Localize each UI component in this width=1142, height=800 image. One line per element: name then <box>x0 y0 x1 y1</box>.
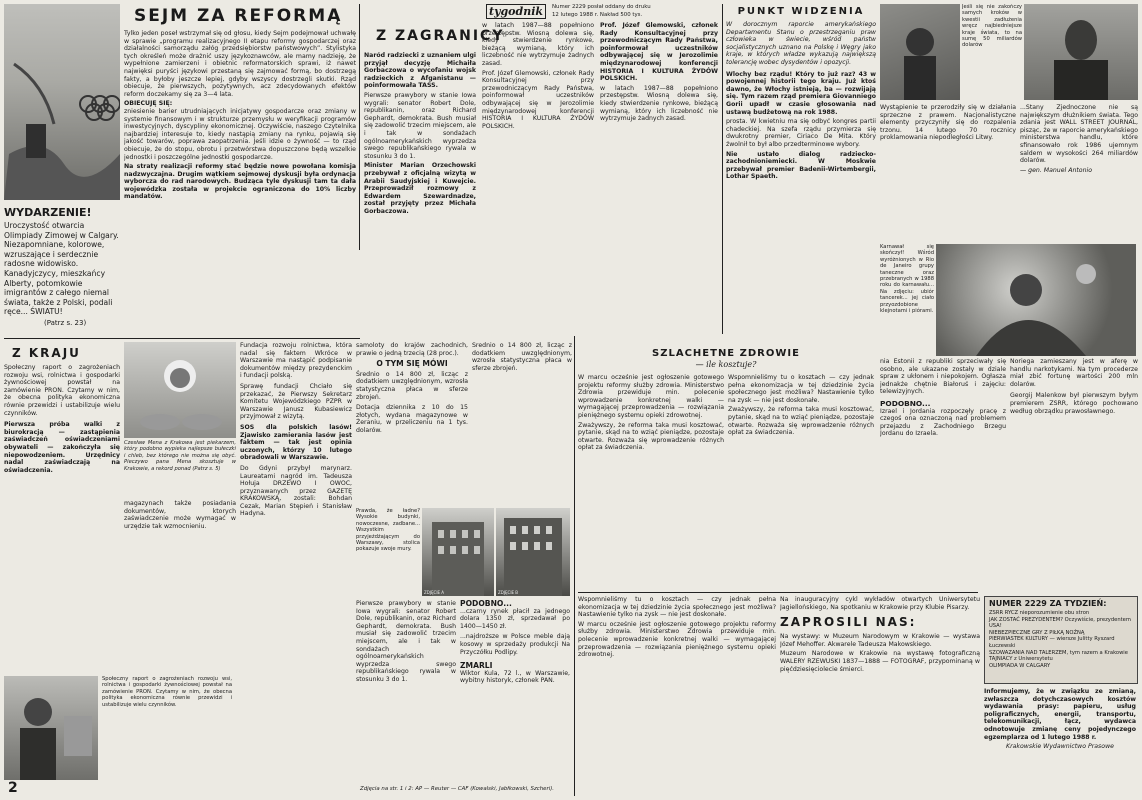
building-photo-a <box>422 508 494 596</box>
divider <box>359 4 360 250</box>
zagranicy-p2: Pierwsze prawybory w stanie Iowa wygrali: senator Robert Dole, republikanin, oraz Richard Gephardt, demokrata. Bush musiał się zadowolić trzecim miejscem, ale i tak w sondażach ogólnoamerykańskich wyprzedza swego republikańskiego rywala w stosunku 3 do 1. <box>364 91 476 160</box>
author-caption-text: Społeczny raport o zagrożeniach rozwoju wsi, rolnictwa i gospodarki żywnościowej powstał na zamówienie PRON. Czytamy w nim, że obecna polityka ekonomiczna równie przewidzi i ustabilizuje wielu czynników. <box>102 676 232 708</box>
zdrowie-lower <box>578 596 776 792</box>
zdrowie-subtitle: — ile kosztuje? <box>695 360 757 369</box>
kraju-mid5: Do Gdyni przybył marynarz. Laureatami nagród im. Tadeusza Hołuja DRZEWO I OWOC, przyznawanych przez GAZETĘ KRAKOWSKĄ, zostali: Bohdan Cezak, Marian Stępień i Stanisław Hadyna. <box>240 464 352 518</box>
top-right-photo <box>880 4 960 100</box>
right-podobno: PODOBNO... <box>880 398 931 408</box>
punkt-p2: Wlochy bez rządu! Który to już raz? 43 w powojennej historii tego kraju. Już ktoś dawno, że Włochy istnieją, ba — rozwijają się. Tym razem rząd premiera Giovanniego Gorii upadł w czasie głosowania nad ustawą budżetową na rok 1988. <box>726 70 876 116</box>
notice-body: Informujemy, że w związku ze zmianą, zwłaszcza dotychczasowych kosztów wydawania prasy: papieru, usług poligraficznych, energii, transportu, telekomunikacji, łącz, wydawca odnotowuje zmianę ceny pojedynczego egzemplarza od 1 lutego 1988 r. <box>984 688 1136 741</box>
kraju-right3: Dotacja dziennika z 10 do 15 złotych, wydana magazynowe w Żeraniu, w przeliczeniu na 1 tys. dolarów. <box>356 404 468 434</box>
masthead-info-2: 12 lutego 1988 r. Nakład 500 tys. <box>552 12 643 18</box>
masthead <box>486 4 716 24</box>
list-item: SZOWAZANIA NAD TALERZEM, tym razem a Krakowie <box>989 649 1128 656</box>
zaprosili-p2: Na wystawy: w Muzeum Narodowym w Krakowie — wystawa Józef Mehoffer. Akwarele Tadeusza Makowskiego. <box>780 633 980 648</box>
photo-caption-text: Prawda, że ładne? Wysokie budynki, nowoczesne, zadbane... Wszystkim przyjeżdżającym do Warszawy, stolica pokazuje swoje mury. <box>356 508 420 553</box>
lower-p1: Pierwsze prawybory w stanie Iowa wygrali: senator Robert Dole, republikanin, oraz Richard Gephardt, demokrata. Bush musiał się zadowolić trzecim miejscem, ale i tak w sondażach ogólnoamerykańskich wyprzedza swego republikańskiego rywala w stosunku 3 do 1. <box>356 600 456 683</box>
kraju-col-2 <box>240 342 352 672</box>
list-item: ZSRR RYCZ nieporozumienie obu stron <box>989 610 1090 616</box>
right-p2: ...Stany Zjednoczone nie są największym dłużnikiem świata. Tego zdania jest WALL STREET JOURNAL, pisząc, że w raporcie amerykańskiego ministerstwa handlu, które sfinansowało rok 1986 ujemnym saldem w wysokości 264 miliardów dolarów. <box>1020 104 1138 165</box>
building-photo-b <box>496 508 570 596</box>
kraju-tym: O TYM SIĘ MÓWI <box>376 359 448 369</box>
divider <box>574 336 575 796</box>
zmarli-title: ZMARLI <box>460 661 493 671</box>
wydarzenie-body: Uroczystość otwarcia Olimpiady Zimowej w Calgary. Niezapomniane, kolorowe, wzruszające i serdecznie radosne widowisko. Kanadyjczycy, mieszkańcy Alberty, potomkowie imigrantów z całego niemal świata, także z Polski, podali ręce... ŚWIATU! <box>4 221 119 317</box>
baker-caption <box>124 440 236 498</box>
zaprosili-p3: Muzeum Narodowe w Krakowie na wystawę fotograficzną WALERY RZEWUSKI 1837—1888 — FOTOGRAF, przypominaną w pięćdziesięciolecie śmierci. <box>780 650 980 673</box>
top-far-right-photo <box>1024 4 1138 100</box>
olympics-photo <box>4 4 120 200</box>
page-number: 2 <box>8 780 18 796</box>
carnival-photo <box>936 244 1136 356</box>
zaprosili-title: ZAPROSILI NAS: <box>780 615 917 630</box>
zdrowie-article <box>578 348 874 588</box>
sejm-subhead: OBIECUJĘ SIĘ: <box>124 100 173 108</box>
next-issue-title: NUMER 2229 ZA TYDZIEŃ: <box>989 599 1107 608</box>
photo-caption-left <box>356 508 420 596</box>
photo-credits: Zdjęcia na str. 1 i 2: AP — Reuter — CAF (Kowalski, Jabłkowski, Szcheri). <box>360 786 555 792</box>
punkt-title: PUNKT WIDZENIA <box>737 6 865 17</box>
zdrowie-title: SZLACHETNE ZDROWIE <box>652 348 800 359</box>
list-item: TAJNIACY z Uniwersytetu <box>989 656 1053 663</box>
kraju-col-4 <box>472 342 572 502</box>
kraju-p2: Pierwsza próba walki z biurokracją — zastąpienia zaświadczeń oświadczeniami obywateli — zakończyła się niepowodzeniem. Urzędnicy nadal zaświadczają na oświadczenia. <box>4 421 120 474</box>
podobno-box <box>460 600 570 780</box>
list-item: OLIMPIADA W CALGARY <box>989 662 1051 669</box>
top-right-caption <box>962 4 1022 100</box>
sejm-body3: Na straty realizacji reformy stać będzie nowe powołana komisja nadzwyczajna. Drugim wątkiem sejmowej dyskusji była ordynacja wyborcza do rad narodowych. Budząca tyle dyskusji tam ta dała wojewódzka została w projekcie ograniczona do 10% liczby mandatów. <box>124 163 356 201</box>
kraju-mid <box>124 500 236 670</box>
baker-caption-text: Czesław Mena z Krakowa jest piekarzem, który podobno wypieka najlepsze bułeczki i chleb, bez którego nie można się obyć. Pieczywo pana Mena skosztuje w Krakowie, a rekord ponad (Patrz s. 5) <box>124 440 236 472</box>
sejm-body2: zniesienie barier utrudniających inicjatywy gospodarcze oraz zmiany w systemie finansowym i w strukturze przemysłu w weryfikacji programów inwestycyjnych, dyscypliny ekonomicznej. Oczywiście, naszego Czytelnika najbardziej interesuje to, kiedy nastąpią zmiany na rynku, pojawią się jakość towarów, poprawa zaopatrzenia. Jeśli idzie o żywność — to rząd obiecuje, że do stopu, obrotu i przetwórstwa dopuszczone będą wszelkie jednostki i poszczególne jednostki gospodarcze. <box>124 107 356 161</box>
divider <box>722 4 723 334</box>
kraju-mid3: Sprawę fundacji Chciało się przekazać, że Pierwszy Sekretarz Komitetu Wojewódzkiego PZPR w Warszawie Janusz Kubasiewicz przyjmował z wizytą. <box>240 382 352 421</box>
author-photo <box>4 676 98 780</box>
next-issue-box <box>984 596 1138 684</box>
punkt-p4: Nie ustało dialog radziecko-zachodnioniemiecki. W Moskwie przebywał premier Badenii-Wirtembergii, Lothar Spaeth. <box>726 150 876 181</box>
zmarli-body: Wiktor Kula, 72 l., w Warszawie, wybitny historyk, członek PAN. <box>460 669 570 685</box>
zdrowie-p1: W marcu ocześnie jest ogłoszenie gotowego projektu reformy służby zdrowia. Ministerstwo Zdrowia przewiduje min. polecenie wprowadzenie konkretnej walki — wymagającej przeprowadzenia — rozwiązania pieniężnego systemu opieki zdrowotnej. <box>578 374 724 419</box>
wydarzenie-source: (Patrz s. 23) <box>44 318 87 327</box>
zagranicy-p4: w latach 1987—88 popełniono przestępstw. Wiosną dolewa się, kiedy stwierdzenie rynkowe, bieżącą wymianą, który ich liczebność nie wytrzymuje żadnych zasad. <box>482 22 594 67</box>
right-p1: Wystąpienie te przerodziły się w działania sprzeczne z prawem. Nacjonalistyczne elementy przyczyniły się do rozpalenia trzonu. 14 lutego 70 rocznicy proklamowania niepodległości Litwy. <box>880 104 1016 142</box>
podobno-body: ...czarny rynek płacił za jednego dolara 1350 zł, sprzedawał po 1400—1450 zł. <box>460 607 570 630</box>
zdrowie-p3: Wspomnieliśmy tu o kosztach — czy jednak pełna ekonomizacja w tej dziedzinie życia społecznego jest możliwa? Nastawienie tylko na zysk — nie jest doskonałe. <box>728 374 874 404</box>
sejm-article <box>124 4 356 250</box>
masthead-logo: tygodnik <box>486 4 546 19</box>
right-quote: Jeśli się nie zakończy samych kroków w kwestii zadłużenia wręcz najbiedniejsze kraje świata, to na sumę 50 miliardów dolarów <box>962 4 1022 49</box>
right-p6: Georgij Malenkow był pierwszym byłym premierem ZSRR, którego pochowano według obrządku prawosławnego. <box>1010 392 1138 415</box>
photo-a-label: ZDJĘCIE A <box>424 590 445 595</box>
right-col-4 <box>1010 358 1138 578</box>
punkt-p3: prosta. W kwietniu ma się odbyć kongres partii chadeckiej. Na szefa rządu przymierza się dwukrotny premier, Ciriaco De Mita. Który źwolnił to był albo przedterminowe wybory. <box>726 118 876 148</box>
zagranicy-p5: Prof. Józef Glemowski, członek Rady Konsultacyjnej przy przewodniczącym Rady Państwa, poinformował uczestników odbywającej się w Jerozolimie międzynarodowej konferencji HISTORIA I KULTURA ŻYDÓW POLSKICH. <box>482 69 594 130</box>
zagranicy-p5b: Prof. Józef Glemowski, członek Rady Konsultacyjnej przy przewodniczącym Rady Państwa, poinformował uczestników odbywającej się w Jerozolimie międzynarodowej konferencji HISTORIA I KULTURA ŻYDÓW POLSKICH. <box>600 22 718 83</box>
right-p5: Noriega zamieszany jest w aferę w handlu narkotykami. Na tym procederze miał zbić fortunę wartości 200 mln dolarów. <box>1010 358 1138 388</box>
zagranicy-p4b: w latach 1987—88 popełniono przestępstw. Wiosną dolewa się, kiedy stwierdzenie rynkowe, bieżącą wymianą, który ich liczebność nie wytrzymuje żadnych zasad. <box>600 84 718 123</box>
zdrowie-p2: Zważywszy, że reforma taka musi kosztować, pytanie, skąd na to wziąć pieniądze, pozostaje otwarte. Rozważa się wprowadzenie różnych opłat za świadczenia. <box>578 421 724 452</box>
carnival-caption <box>880 244 934 354</box>
baker-photo <box>124 342 236 438</box>
kraju-title: Z KRAJU <box>12 346 81 360</box>
wydarzenie-box <box>4 202 120 352</box>
notice-sign: Krakowskie Wydawnictwo Prasowe <box>1006 743 1114 751</box>
right-p3: nia Estonii z republiki sprzeciwały się osobno, ale ukazane zostały w dziale spraw z ukłonem i niepokojem. Ogłasza jednakże chętnie Białoruś i zajęciu: telewizyjnych. <box>880 358 1006 396</box>
kraju-right3b: Średnio o 14 800 zł, licząc z dodatkiem uwzględnionym, wzrosła statystyczna płaca w sferze zbrojeń. <box>472 342 572 372</box>
punkt-widzenia-section <box>726 4 876 334</box>
zagranicy-p3: Minister Marian Orzechowski przebywał z oficjalną wizytą w Arabii Saudyjskiej i Kuwejcie. Przeprowadził rozmowy z Edwardem Szewardnadze, został przyjęty przez Michała Gorbaczowa. <box>364 162 476 215</box>
kraju-mid2: Fundacja rozwoju rolnictwa, która nadal się faktem Wkróce w Warszawie ma nastąpić podpisanie dokumentów między prezydenckim i fundacji polską. <box>240 342 352 380</box>
author-caption <box>102 676 232 780</box>
zdrowie-lower-p: Wspomnieliśmy tu o kosztach — czy jednak pełna ekonomizacja w tej dziedzinie życia społecznego jest możliwa? Nastawienie tylko na zysk — nie jest doskonałe. <box>578 596 776 619</box>
divider <box>4 338 360 339</box>
list-item: NIEBEZPIECZNE GRY Z PIŁKĄ NOŻNĄ <box>989 629 1085 636</box>
olympic-rings-icon <box>4 4 120 200</box>
next-issue-list <box>985 610 1137 669</box>
sejm-body: Tylko jeden poseł wstrzymał się od głosu, kiedy Sejm podejmował uchwałę w sprawie „programu realizacyjnego II etapu reformy gospodarczej oraz działalności samorządu załóg przedsiębiorstw państwowych”. Stylistyka tych określeń może drażnić uszy językoznawców, ale mamy nadzieję, że wypełnione zamierzeni i obietnic reformatorskich sprawi, iż nawet najwięksi puryści językowi przestaną się zajmować formą, bo dostrzegą fakty, a byłoby jeszcze lepiej, gdyby wszyscy dostrzegli skutki. Rząd obiecuje, że pierwszych, pozytywnych, acz zdecydowanych efektów reform doczekamy się za 3—4 lata. <box>124 30 356 98</box>
kraju-right1: samoloty do krajów zachodnich, prawie o jedną trzecią (28 proc.). <box>356 342 468 357</box>
zdrowie-lower-p2: W marcu ocześnie jest ogłoszenie gotowego projektu reformy służby zdrowia. Ministerstwo Zdrowia przewiduje min. polecenie wprowadzenie konkretnej walki — wymagającej przeprowadzenia — rozwiązania pieniężnego systemu opieki zdrowotnej. <box>578 620 776 659</box>
podobno-body2: ...najdroższe w Polsce meble dają kosowy w sprzedaży produkcji Na Przyczółku Podlipy. <box>460 633 570 656</box>
kraju-right2: Średnio o 14 800 zł, licząc z dodatkiem uwzględnionym, wzrosła statystyczna płaca w sferze zbrojeń. <box>356 370 468 401</box>
kraju-mid1: magazynach także posiadania dokumentów, ktorych zaświadczenie może wymagać w urzędzie tak wzmocnieniu. <box>124 500 236 530</box>
bottom-right-notice <box>984 688 1136 796</box>
zaprosili-section <box>780 596 980 796</box>
wydarzenie-title: WYDARZENIE! <box>4 206 92 219</box>
zagranicy-section <box>364 22 720 332</box>
list-item: JAK ZOSTAĆ PREZYDENTEM? Oczywiście, prezydentem USA! <box>989 616 1131 630</box>
divider <box>578 592 978 593</box>
right-p4: Izrael i Jordania rozpoczęły pracę z czegoś ona oznaczoną nad problemem przejazdu z Zachodniego Brzegu Jordanu do Izraela. <box>880 407 1006 438</box>
zagranicy-title: Z ZAGRANICY <box>376 28 505 44</box>
podobno-title: PODOBNO... <box>460 600 512 608</box>
sejm-headline: SEJM ZA REFORMĄ <box>134 6 343 26</box>
kraju-mid4: SOS dla polskich lasów! Zjawisko zamierania lasów jest faktem — tak jest opinia uczonych, którzy 10 lutego obradowali w Warszawie. <box>240 423 352 462</box>
punkt-p1: W dorocznym raporcie amerykańskiego Departamentu Stanu o przestrzeganiu praw człowieka w świecie, wśród państw socjalistycznych uznano na Polskę i Węgry jako kraje, w których władze wykazują największą tolerancję wobec dysydentów i opozycji. <box>726 21 876 66</box>
kraju-col-3 <box>356 342 468 502</box>
list-item: PIERWIASTEK KULTURY — wiersze Julitty Ryszard Łuczewski <box>989 636 1115 649</box>
right-col-3 <box>880 358 1006 578</box>
right-author: — gen. Manuel Antonio <box>1020 166 1093 174</box>
zaprosili-p1: Na inauguracyjny cykl wykładów otwartych Uniwersytetu Jagiellońskiego, Na spotkaniu w Krakowie przy Klubie Pisarzy. <box>780 596 980 611</box>
zdrowie-p2b: Zważywszy, że reforma taka musi kosztować, pytanie, skąd na to wziąć pieniądze, pozostaje otwarte. Rozważa się wprowadzenie różnych opłat za świadczenia. <box>728 406 874 437</box>
kraju-p1: Społeczny raport o zagrożeniach rozwoju wsi, rolnictwa i gospodarki żywnościowej powstał na zamówienie PRON. Czytamy w nim, że obecna polityka ekonomiczna równie przewidzi i ustabilizuje wielu czynników. <box>4 364 120 417</box>
carnival-caption-text: Karnawał się skończył! Wśród wyróżnionych w Rio de Janeiro grupy taneczne oraz przebranych w 1988 roku do karnawału... Na zdjęciu: ubiór tancerek... jej ciało przyozdobione klejnotami i piórami. <box>880 244 934 315</box>
photo-b-label: ZDJĘCIE B <box>498 590 519 595</box>
lower-col-1 <box>356 600 456 780</box>
masthead-info-1: Numer 2229 posłał oddany do druku <box>552 4 651 10</box>
zagranicy-p1: Naród radziecki z uznaniem ulgi przyjął decyzję Michaiła Gorbaczowa o wycofaniu wojsk radzieckich z Afganistanu — poinformowała TASS. <box>364 52 476 90</box>
kraju-section <box>4 342 120 662</box>
